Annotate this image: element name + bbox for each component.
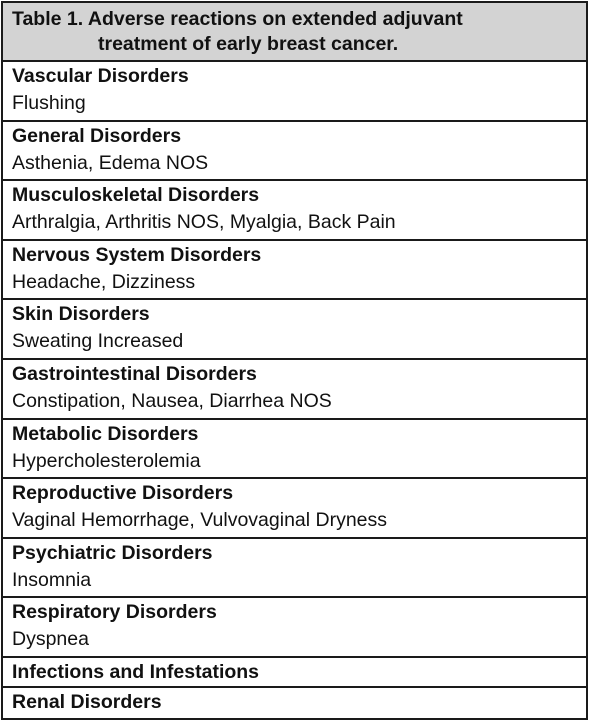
- row-category: Skin Disorders: [12, 303, 150, 326]
- row-category: Gastrointestinal Disorders: [12, 362, 257, 385]
- table-row: [3, 479, 586, 539]
- row-category: Renal Disorders: [12, 690, 162, 713]
- row-items: Sweating Increased: [12, 330, 184, 353]
- row-items: Flushing: [12, 92, 86, 114]
- row-items: Asthenia, Edema NOS: [12, 151, 209, 174]
- table-row: [3, 539, 586, 599]
- table-row: [3, 122, 586, 182]
- row-category: Vascular Disorders: [12, 65, 189, 87]
- table-row: [3, 181, 586, 241]
- row-category: Infections and Infestations: [12, 660, 260, 683]
- table-title: [3, 3, 586, 62]
- row-category: Respiratory Disorders: [12, 601, 217, 624]
- table-row: [3, 300, 586, 360]
- row-items: Headache, Dizziness: [12, 270, 196, 293]
- table-title-line-2: treatment of early breast cancer.: [98, 33, 399, 55]
- row-category: General Disorders: [12, 124, 182, 147]
- table-row: [3, 62, 586, 122]
- table-row: [3, 420, 586, 480]
- row-category: Musculoskeletal Disorders: [12, 184, 260, 207]
- row-items: Dyspnea: [12, 628, 89, 651]
- table-row: [3, 688, 586, 718]
- table-row: [3, 598, 586, 658]
- row-items: Constipation, Nausea, Diarrhea NOS: [12, 389, 332, 412]
- row-category: Reproductive Disorders: [12, 482, 234, 505]
- table-row: [3, 241, 586, 301]
- row-items: Hypercholesterolemia: [12, 449, 201, 472]
- row-category: Nervous System Disorders: [12, 243, 262, 266]
- row-items: Vaginal Hemorrhage, Vulvovaginal Dryness: [12, 509, 388, 532]
- table-title-line-1: Table 1. Adverse reactions on extended adjuvant: [12, 8, 463, 30]
- row-items: Arthralgia, Arthritis NOS, Myalgia, Back Pain: [12, 211, 396, 234]
- table-row: [3, 658, 586, 688]
- adverse-reactions-table: [1, 1, 588, 720]
- row-category: Metabolic Disorders: [12, 422, 199, 445]
- row-category: Psychiatric Disorders: [12, 541, 213, 564]
- row-items: Insomnia: [12, 568, 92, 591]
- table-row: [3, 360, 586, 420]
